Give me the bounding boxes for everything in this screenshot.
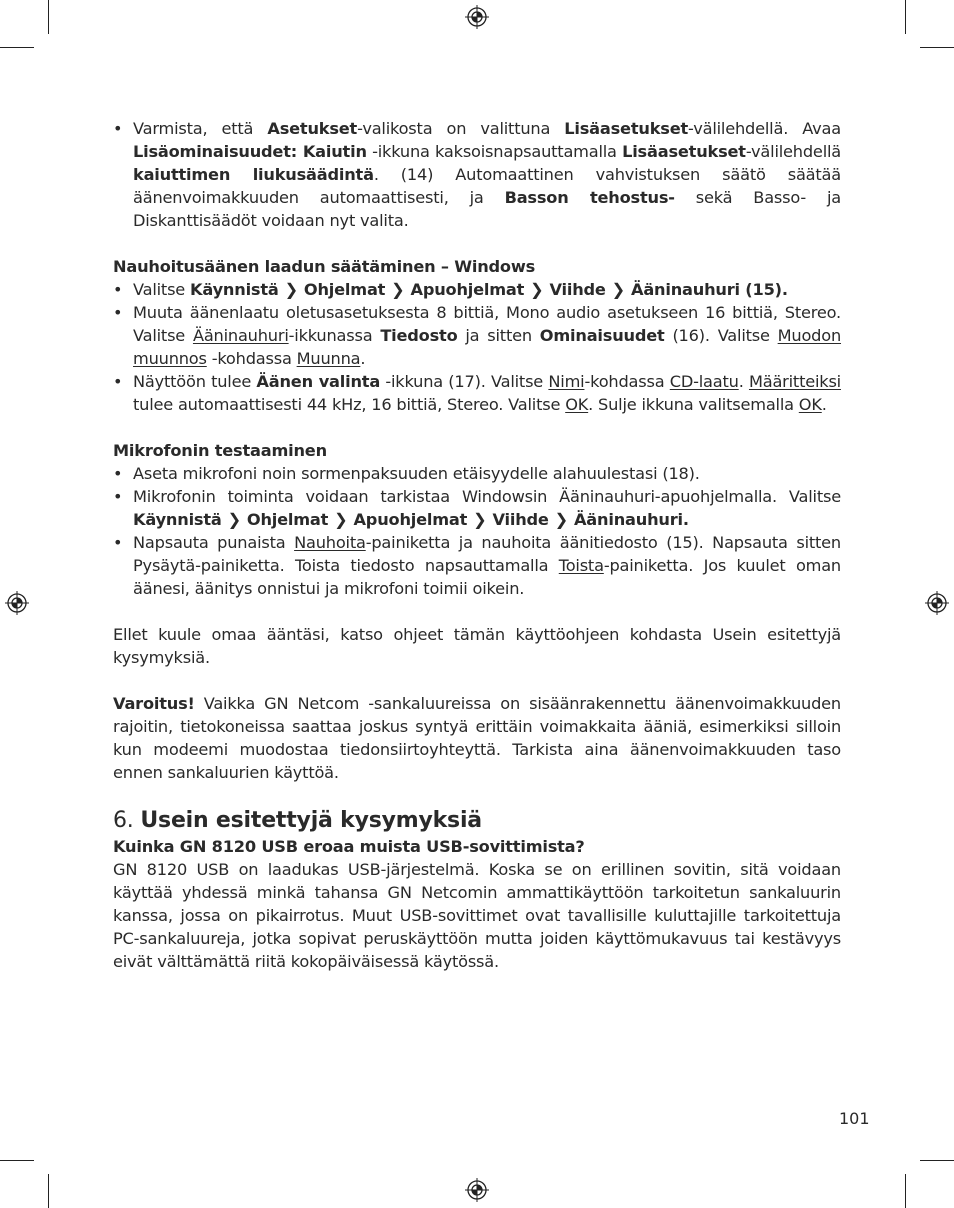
text: -kohdassa [584,372,670,391]
text: -ikkunassa [288,326,381,345]
registration-mark-icon [925,591,949,615]
list-item [113,370,841,416]
text: -välilehdellä. Avaa [688,119,841,138]
menu-reference: Muodon muunnos [133,326,842,368]
text: sekä Basso- ja Diskanttisäädöt voidaan nyt valita. [133,188,841,230]
bullet-icon: • [113,372,123,391]
text: Viihde [492,510,549,529]
menu-reference: OK [565,395,589,414]
chevron-right-icon: ❯ [227,510,241,529]
text: Ääninauhuri (15). [631,280,788,299]
bullet-icon: • [113,119,123,138]
crop-mark [0,47,34,48]
text: Valitse [133,280,191,299]
text: Viihde [549,280,606,299]
list-item [113,117,841,232]
text: Apuohjelmat [353,510,468,529]
text: -valikosta on valittuna [357,119,565,138]
warning-text: Vaikka GN Netcom -sankaluureissa on sisäänrakennettu äänenvoimakkuuden rajoitin, tietokoneissa saattaa joskus syntyä erittäin voimakkaita ääniä, esimerkiksi silloin kun modeemi muodostaa tiedonsiirtoyhteyttä. Tarkista aina äänenvoimakkuuden taso ennen sankaluurien käyttöä. [113,694,841,782]
warning-paragraph [113,692,841,784]
section-title [113,807,841,835]
crop-mark [48,1174,49,1208]
text: -painiketta. Jos kuulet oman äänesi, äänitys onnistui ja mikrofoni toimii oikein. [133,556,841,598]
crop-mark [920,1160,954,1161]
text: Lisäominaisuudet: Kaiutin [133,142,367,161]
chevron-right-icon: ❯ [284,280,298,299]
text: Lisäasetukset [622,142,746,161]
text: Käynnistä [133,510,222,529]
text: . [821,395,827,414]
text: kaiuttimen liukusäädintä [133,165,374,184]
list-item [113,531,841,600]
menu-reference: Toista [558,556,604,575]
text: . [360,349,366,368]
section-title-text: Usein esitettyjä kysymyksiä [140,808,482,833]
list-item [113,485,841,531]
section-number: 6. [113,808,141,833]
bullet-icon: • [113,303,123,322]
page-content [113,117,841,973]
text: Basson tehostus- [504,188,675,207]
text: -kohdassa [206,349,297,368]
text: tulee automaattisesti 44 kHz, 16 bittiä, Stereo. Valitse [133,395,566,414]
menu-reference: Nimi [548,372,585,391]
chevron-right-icon: ❯ [530,280,544,299]
menu-reference: Ääninauhuri [192,326,289,345]
chevron-right-icon: ❯ [334,510,348,529]
microphone-list [113,462,841,600]
faq-answer: GN 8120 USB on laadukas USB-järjestelmä. Koska se on erillinen sovitin, sitä voidaan käyttää yhdessä minkä tahansa GN Netcomin ammattikäyttöön tarkoitetun sankaluurin kanssa, jossa on pikairrotus. Muut USB-sovittimet ovat tavallisille kuluttajille tarkoitettuja PC-sankaluureja, jotka sopivat peruskäyttöön mutta joiden käyttömukavuus tai kestävyys eivät välttämättä riitä kokopäiväisessä käytössä. [113,860,841,971]
bullet-icon: • [113,487,123,506]
recording-list [113,278,841,416]
menu-reference: CD-laatu [669,372,739,391]
menu-reference: OK [798,395,822,414]
crop-mark [905,1174,906,1208]
ellet-paragraph: Ellet kuule omaa ääntäsi, katso ohjeet tämän käyttöohjeen kohdasta Usein esitettyjä kysymyksiä. [113,625,841,667]
text: . (14) Automaattinen vahvistuksen säätö säätää äänenvoimakkuuden automaattisesti, ja [133,165,841,207]
menu-reference: Määritteiksi [748,372,841,391]
crop-mark [48,0,49,34]
text: Apuohjelmat [410,280,525,299]
registration-mark-icon [465,1178,489,1202]
page-number: 101 [839,1109,870,1128]
chevron-right-icon: ❯ [391,280,405,299]
section-heading: Mikrofonin testaaminen [113,441,327,460]
warning-label: Varoitus! [113,694,195,713]
intro-list [113,117,841,232]
text: Varmista, että [133,119,268,138]
crop-mark [905,0,906,34]
text: Aseta mikrofoni noin sormenpaksuuden etäisyydelle alahuulestasi (18). [133,464,700,483]
chevron-right-icon: ❯ [611,280,626,299]
registration-mark-icon [5,591,29,615]
text: Äänen valinta [256,372,381,391]
menu-reference: Nauhoita [294,533,366,552]
menu-reference: Muunna [296,349,361,368]
text: Mikrofonin toiminta voidaan tarkistaa Windowsin Ääninauhuri-apuohjelmalla. Valitse [133,487,841,506]
crop-mark [0,1160,34,1161]
text: Ominaisuudet [539,326,665,345]
text: Asetukset [267,119,358,138]
list-item [113,301,841,370]
bullet-icon: • [113,464,123,483]
bullet-icon: • [113,280,123,299]
list-item [113,462,841,485]
chevron-right-icon: ❯ [554,510,569,529]
text: -ikkuna (17). Valitse [380,372,549,391]
crop-mark [920,47,954,48]
text: . [738,372,749,391]
chevron-right-icon: ❯ [473,510,487,529]
text: (16). Valitse [664,326,778,345]
text: -välilehdellä [745,142,842,161]
text: Käynnistä [190,280,279,299]
text: Muuta äänenlaatu oletusasetuksesta 8 bittiä, Mono audio asetukseen 16 bittiä, Stereo. Valitse [133,303,841,345]
faq-question: Kuinka GN 8120 USB eroaa muista USB-sovittimista? [113,837,585,856]
registration-mark-icon [465,5,489,29]
text: Ohjelmat [303,280,386,299]
list-item [113,278,841,301]
text: Näyttöön tulee [133,372,257,391]
text: Ohjelmat [246,510,329,529]
text: Ääninauhuri. [573,510,689,529]
text: -ikkuna kaksoisnapsauttamalla [366,142,623,161]
text: Tiedosto [380,326,458,345]
bullet-icon: • [113,533,123,552]
section-heading: Nauhoitusäänen laadun säätäminen – Windows [113,257,536,276]
text: Napsauta punaista [133,533,295,552]
text: . Sulje ikkuna valitsemalla [588,395,799,414]
text: -painiketta ja nauhoita äänitiedosto (15). Napsauta sitten Pysäytä-painiketta. Toista tiedosto napsauttamalla [133,533,841,575]
text: ja sitten [457,326,540,345]
text: Lisäasetukset [564,119,689,138]
